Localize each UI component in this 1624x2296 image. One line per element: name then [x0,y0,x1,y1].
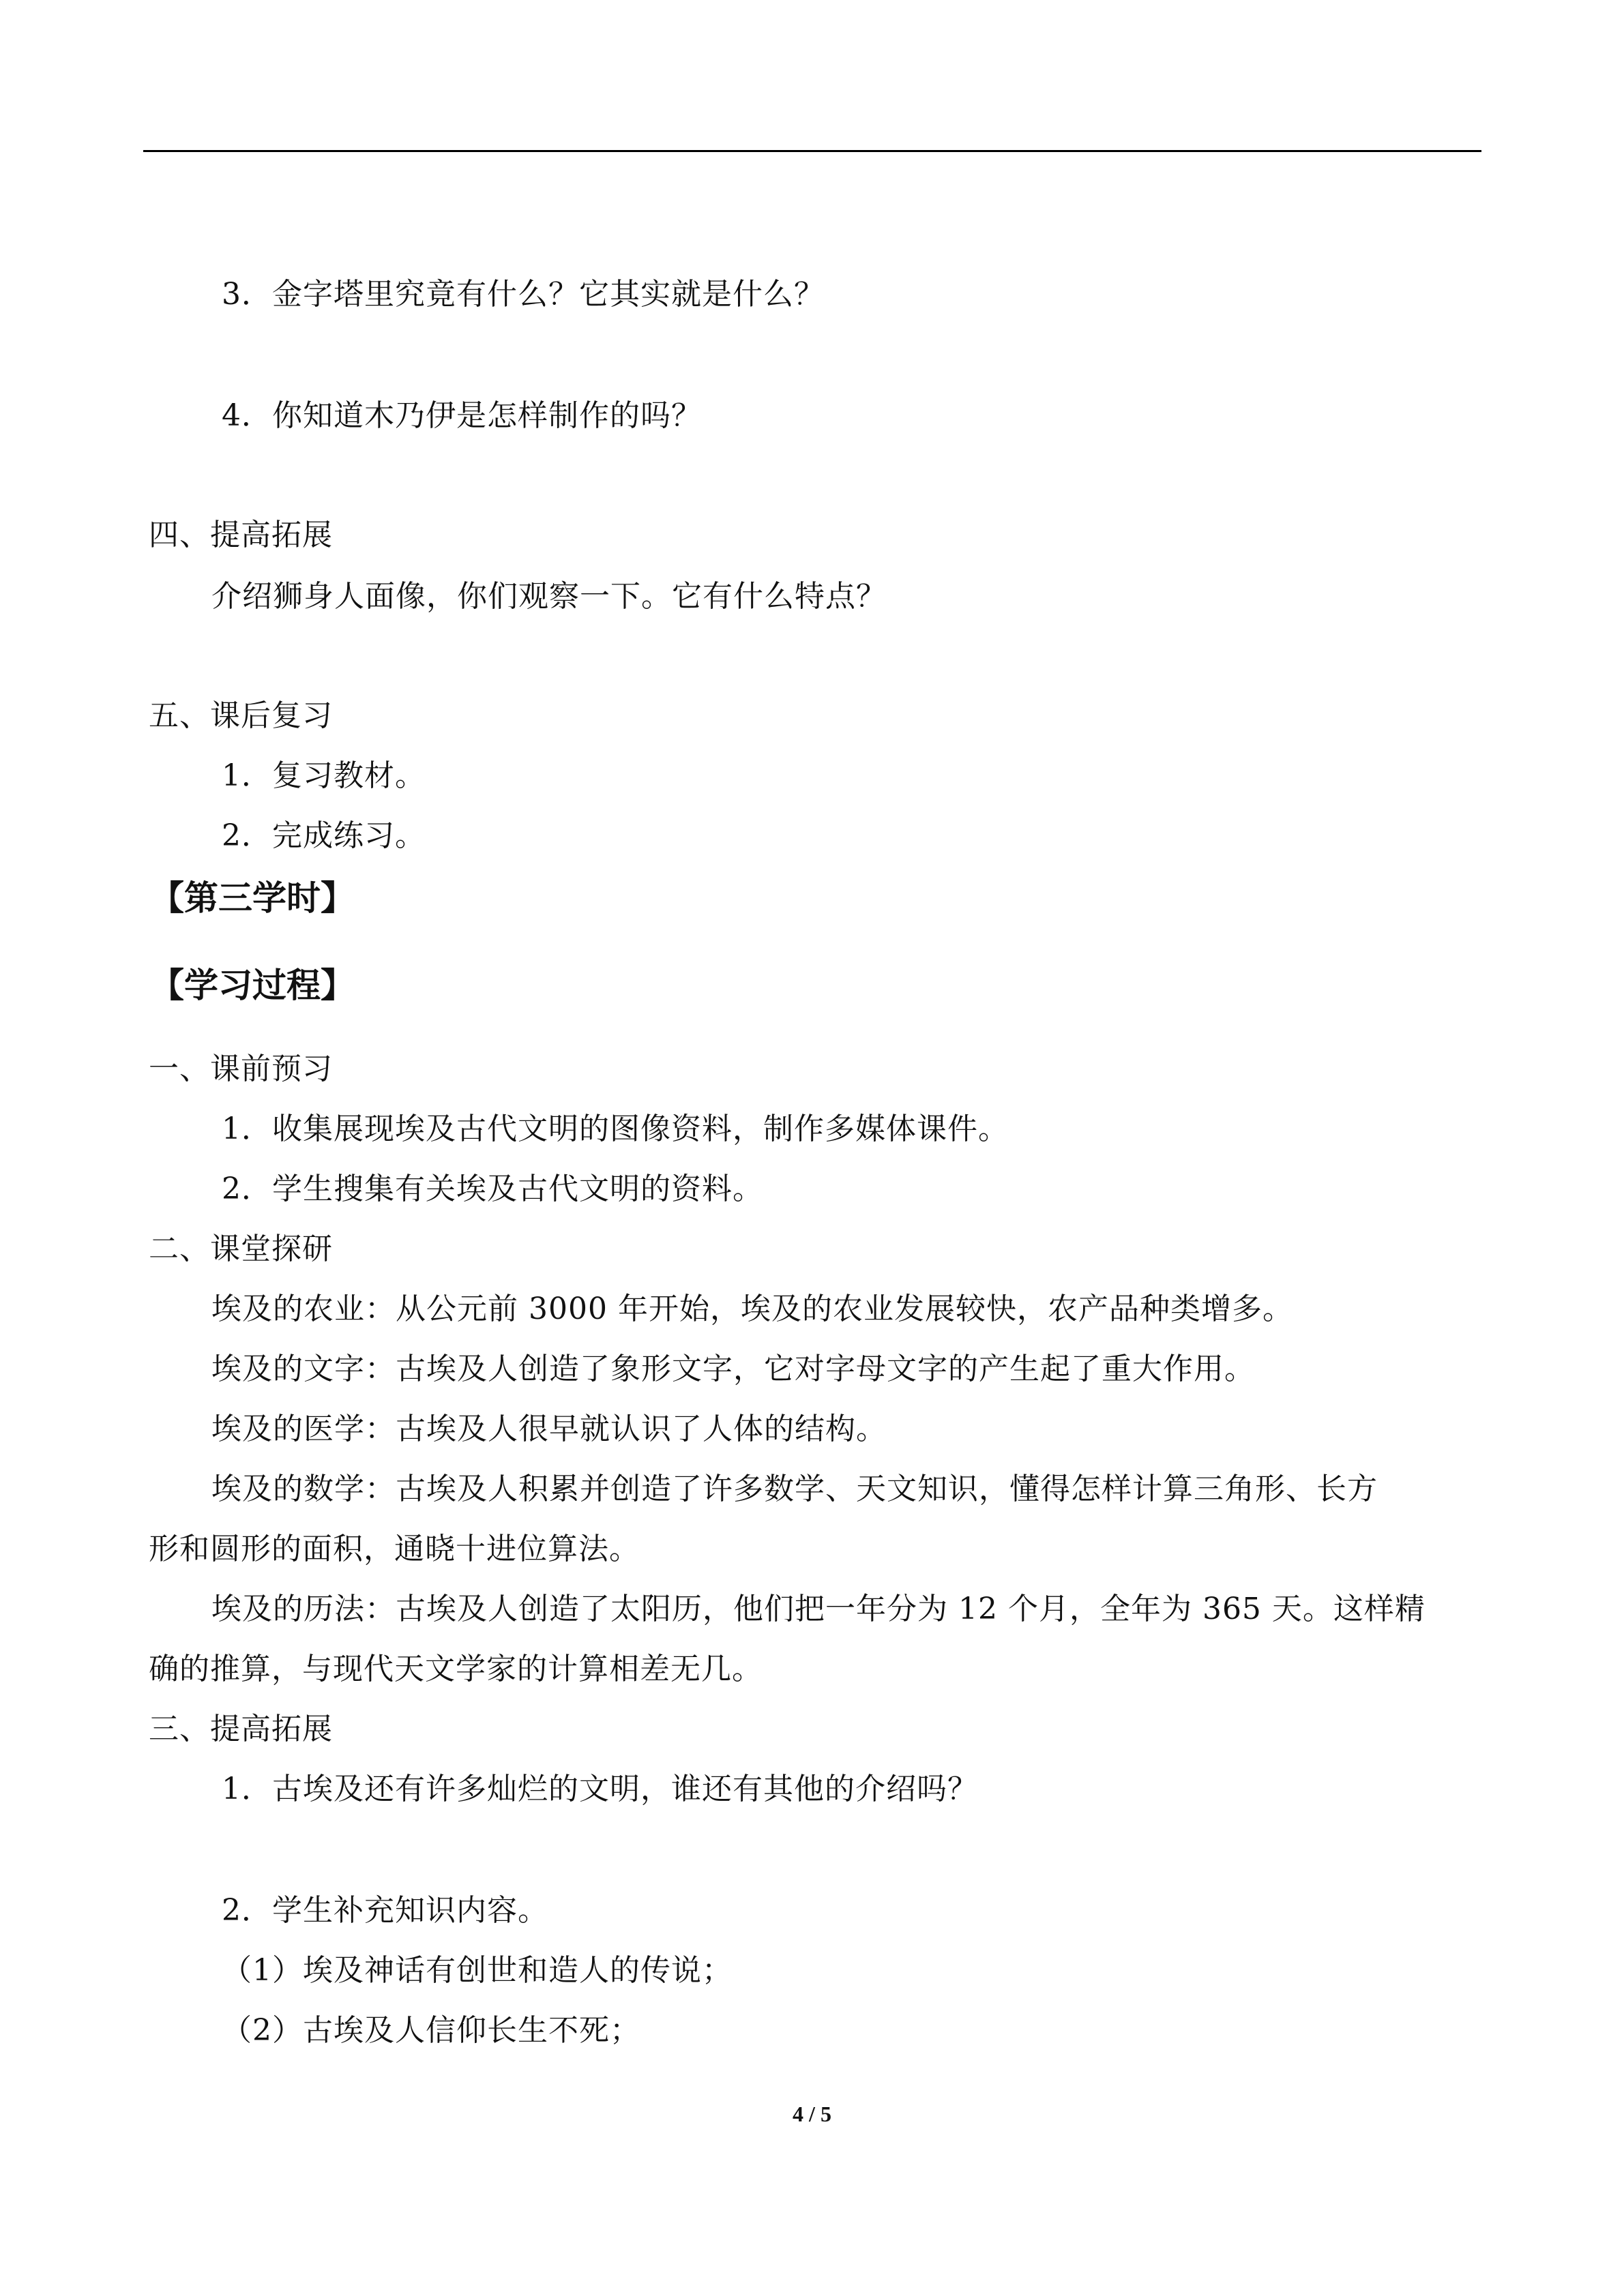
agriculture-paragraph: 埃及的农业：从公元前 3000 年开始，埃及的农业发展较快，农产品种类增多。 [211,1292,1293,1326]
section-4-title: 四、提高拓展 [149,518,333,552]
medicine-paragraph: 埃及的医学：古埃及人很早就认识了人体的结构。 [211,1412,887,1446]
part-1-title: 一、课前预习 [149,1052,333,1086]
preview-item-2: 2．学生搜集有关埃及古代文明的资料。 [222,1172,763,1206]
math-paragraph-line-1: 埃及的数学：古埃及人积累并创造了许多数学、天文知识，懂得怎样计算三角形、长方 [211,1472,1378,1506]
extension-item-1: 1．古埃及还有许多灿烂的文明，谁还有其他的介绍吗？ [222,1772,978,1806]
math-paragraph-line-2: 形和圆形的面积，通晓十进位算法。 [149,1532,640,1566]
part-2-title: 二、课堂探研 [149,1232,333,1266]
header-rule [143,150,1481,152]
question-4: 4．你知道木乃伊是怎样制作的吗？ [222,398,702,433]
extension-subitem-1: （1）埃及神话有创世和造人的传说； [222,1953,733,1988]
lesson-3-heading: 【第三学时】 [150,878,355,918]
preview-item-1: 1．收集展现埃及古代文明的图像资料，制作多媒体课件。 [222,1112,1009,1146]
review-item-2: 2．完成练习。 [222,818,426,853]
page-number: 4 / 5 [793,2102,831,2126]
calendar-paragraph-line-1: 埃及的历法：古埃及人创造了太阳历，他们把一年分为 12 个月，全年为 365 天。这样精 [211,1592,1426,1626]
review-item-1: 1．复习教材。 [222,758,426,793]
learning-process-heading: 【学习过程】 [150,966,355,1005]
part-3-title: 三、提高拓展 [149,1712,333,1746]
section-5-title: 五、课后复习 [149,698,333,733]
section-4-text: 介绍狮身人面像，你们观察一下。它有什么特点？ [211,579,887,614]
calendar-paragraph-line-2: 确的推算，与现代天文学家的计算相差无几。 [149,1652,763,1686]
extension-item-2: 2．学生补充知识内容。 [222,1893,548,1928]
question-3: 3．金字塔里究竟有什么？它其实就是什么？ [222,277,825,312]
extension-subitem-2: （2）古埃及人信仰长生不死； [222,2013,640,2048]
writing-paragraph: 埃及的文字：古埃及人创造了象形文字，它对字母文字的产生起了重大作用。 [211,1352,1255,1386]
